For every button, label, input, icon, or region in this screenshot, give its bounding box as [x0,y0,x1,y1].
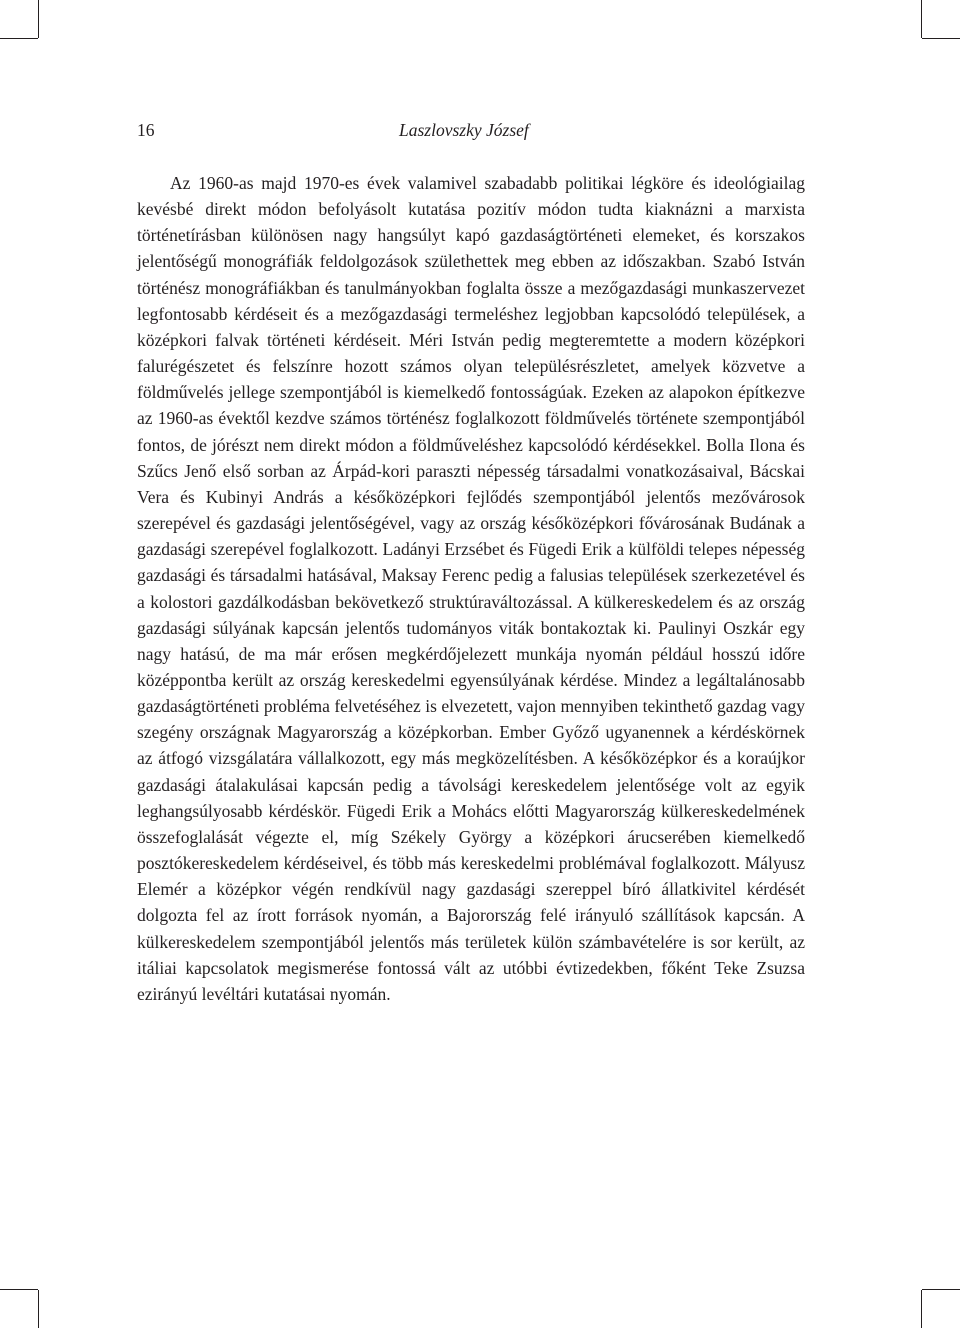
crop-mark-bottom-right-vertical [921,1290,922,1328]
crop-mark-bottom-left-horizontal [0,1289,38,1290]
page-number: 16 [137,120,155,140]
crop-mark-top-left-vertical [38,0,39,38]
crop-mark-top-right-vertical [921,0,922,38]
crop-mark-bottom-right-horizontal [922,1289,960,1290]
body-paragraph: Az 1960-as majd 1970-es évek valamivel szabadabb politikai légköre és ideológiailag kevésbé direkt módon befolyásolt kutatása pozitív módon tudta kiaknázni a marxista történetírásban különösen nagy hangsúlyt kapó gazdaságtörténeti elemeket, és korszakos jelentőségű monográfiák feldolgozások születhettek meg ebben az időszakban. Szabó István történész monográfiákban és tanulmányokban foglalta össze a mezőgazdasági munkaszervezet legfontosabb kérdéseit és a mezőgazdasági termeléshez legjobban kapcsolódó települések, a középkori falvak történeti kérdéseit. Méri István pedig megteremtette a modern középkori falurégészetet és felszínre hozott számos olyan településrészletet, amelyek közvetve a földművelés jellege szempontjából is kiemelkedő fontosságúak. Ezeken az alapokon építkezve az 1960-as évektől kezdve számos történész foglalkozott földművelés története szempontjából fontos, de jórészt nem direkt módon a földműveléshez kapcsolódó kérdésekkel. Bolla Ilona és Szűcs Jenő első sorban az Árpád-kori paraszti népesség társadalmi vonatkozásaival, Bácskai Vera és Kubinyi András a későközépkori fejlődés szempontjából jelentős mezővárosok szerepével és gazdasági jelentőségével, vagy az ország későközépkori fővárosának Budának a gazdasági szerepével foglalkozott. Ladányi Erzsébet és Fügedi Erik a külföldi telepes népesség gazdasági és társadalmi hatásával, Maksay Ferenc pedig a falusias települések szerkezetével és a kolostori gazdálkodásban bekövetkező struktúraváltozással. A külkereskedelem és az ország gazdasági súlyának kapcsán jelentős tudományos viták bontakoztak ki. Paulinyi Oszkár egy nagy hatású, de ma már erősen megkérdőjelezett munkája nyomán például hosszú időre középpontba került az ország kereskedelmi egyensúlyának kérdése. Mindez a legáltalánosabb gazdaságtörténeti probléma felvetéséhez is elvezetett, vajon mennyiben tekinthető gazdag vagy szegény országnak Magyarország a középkorban. Ember Győző ugyanennek a kérdéskörnek az átfogó vizsgálatára vállalkozott, egy más megközelítésben. A későközépkor és a koraújkor gazdasági átalakulásai kapcsán pedig a távolsági kereskedelem jelentősége volt az egyik leghangsúlyosabb kérdéskör. Fügedi Erik a Mohács előtti Magyarország külkereskedelmének összefoglalását végezte el, míg Székely György a középkori árucserében kiemelkedő posztókereskedelem kérdéseivel, és több más kereskedelmi problémával foglalkozott. Mályusz Elemér a középkor végén rendkívül nagy gazdasági szereppel bíró állatkivitel kérdését dolgozta fel az írott források nyomán, a Bajorország felé irányuló szállítások kapcsán. A külkereskedelem szempontjából jelentős más területek külön számbavételére is sor került, az itáliai kapcsolatok megismerése fontossá vált az utóbbi évtizedekben, főként Teke Zsuzsa ezirányú levéltári kutatásai nyomán. [137,173,805,1004]
running-title: Laszlovszky József [399,120,529,140]
crop-mark-top-right-horizontal [922,38,960,39]
running-head [137,118,805,142]
crop-mark-bottom-left-vertical [38,1290,39,1328]
crop-mark-top-left-horizontal [0,38,38,39]
